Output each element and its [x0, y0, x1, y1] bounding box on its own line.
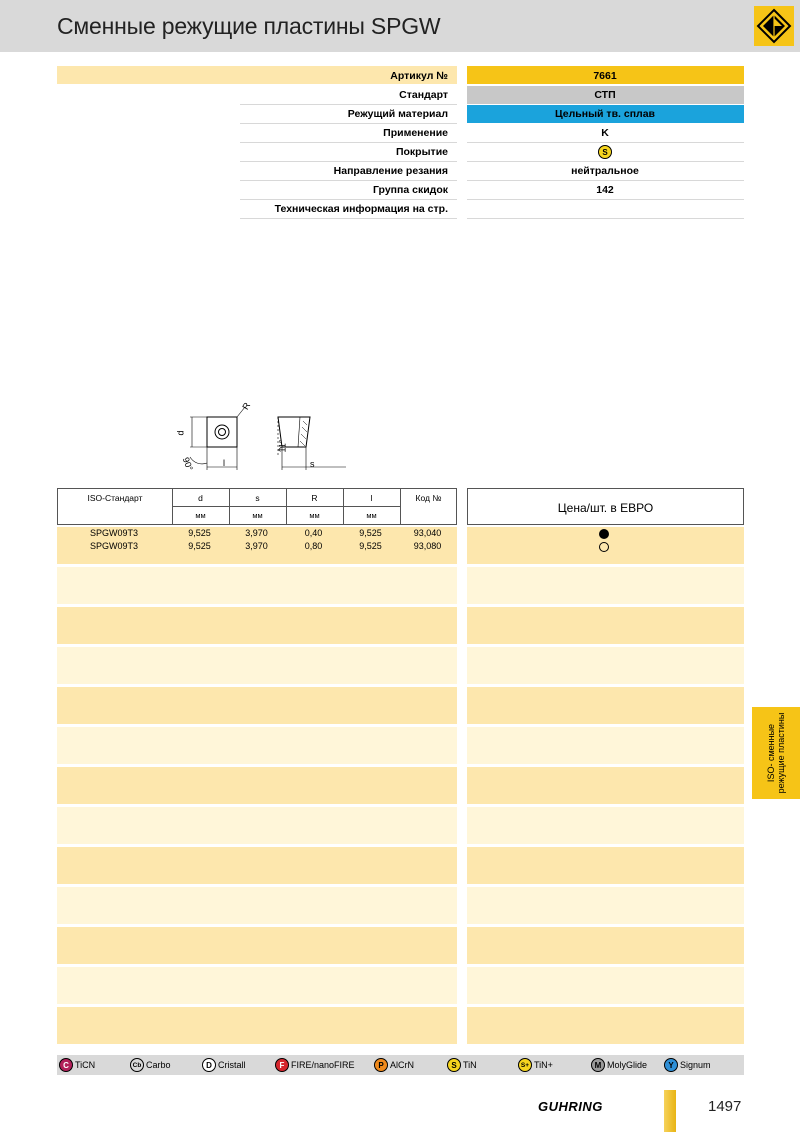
col-header-iso: ISO-Стандарт	[87, 493, 143, 503]
fire-badge-icon: F	[275, 1058, 289, 1072]
spec-value-material: Цельный тв. сплав	[554, 108, 656, 120]
cell-code: 93,080	[413, 541, 442, 551]
stock-open-icon	[599, 542, 609, 552]
alcrn-badge-icon: P	[374, 1058, 388, 1072]
footer-accent-bar	[664, 1090, 676, 1132]
section-side-tab[interactable]	[752, 707, 800, 799]
cell-iso: SPGW09T3	[89, 528, 138, 538]
page-number: 1497	[708, 1098, 742, 1115]
coating-badge	[598, 145, 612, 159]
col-unit-l: мм	[366, 511, 377, 520]
spec-label-coating: Покрытие	[395, 146, 448, 158]
price-header	[467, 488, 744, 525]
spec-label-material: Режущий материал	[347, 108, 448, 120]
coating-badge-label: S	[602, 147, 608, 157]
spec-label-cutting-direction: Направление резания	[333, 165, 448, 177]
spec-label-tech-info: Техническая информация на стр.	[274, 203, 448, 215]
guhring-logo-icon	[754, 6, 794, 46]
spec-value-application: K	[601, 127, 609, 139]
cell-l: 9,525	[359, 541, 382, 551]
insert-drawing	[170, 395, 350, 475]
cell-d: 9,525	[188, 541, 211, 551]
legend-item-cristall: D Cristall	[202, 1058, 246, 1072]
tin-plus-badge-icon: S+	[518, 1058, 532, 1072]
legend-item-tin-plus: S+ TiN+	[518, 1058, 553, 1072]
spec-value-standard: СТП	[594, 89, 616, 101]
cell-r: 0,80	[304, 541, 323, 551]
col-unit-r: мм	[309, 511, 320, 520]
col-header-s: s	[255, 493, 260, 503]
drawing-label-r: R	[240, 400, 253, 412]
spec-label-discount-group: Группа скидок	[373, 184, 448, 196]
legend-item-signum: Y Signum	[664, 1058, 711, 1072]
col-unit-d: мм	[195, 511, 206, 520]
cell-l: 9,525	[359, 528, 382, 538]
cell-s: 3,970	[245, 541, 268, 551]
price-header-label: Цена/шт. в ЕВРО	[557, 501, 654, 515]
legend-item-alcrn: P AlCrN	[374, 1058, 414, 1072]
side-tab-label: ISO- сменные режущие пластины	[765, 712, 786, 794]
legend-item-fire: F FIRE/nanoFIRE	[275, 1058, 355, 1072]
spec-value-cutting-direction: нейтральное	[571, 165, 639, 177]
cell-code: 93,040	[413, 528, 442, 538]
cell-s: 3,970	[245, 528, 268, 538]
table-header	[57, 488, 457, 525]
spec-value-article: 7661	[593, 70, 617, 82]
tin-badge-icon: S	[447, 1058, 461, 1072]
cell-r: 0,40	[304, 528, 323, 538]
spec-label-article: Артикул №	[390, 70, 448, 82]
drawing-label-l: l	[223, 458, 225, 468]
signum-badge-icon: Y	[664, 1058, 678, 1072]
col-header-code: Код №	[415, 493, 442, 503]
page-header	[0, 0, 800, 52]
col-header-l: l	[370, 493, 373, 503]
legend-item-carbo: Cb Carbo	[130, 1058, 171, 1072]
col-header-d: d	[198, 493, 203, 503]
coating-legend	[57, 1055, 744, 1075]
col-header-r: R	[311, 493, 318, 503]
stock-filled-icon	[599, 529, 609, 539]
molyglide-badge-icon: M	[591, 1058, 605, 1072]
cristall-badge-icon: D	[202, 1058, 216, 1072]
spec-label-standard: Стандарт	[399, 89, 448, 101]
spec-value-discount-group: 142	[596, 184, 614, 196]
col-unit-s: мм	[252, 511, 263, 520]
drawing-label-11: 11°	[277, 439, 288, 453]
legend-item-ticn: C TiCN	[59, 1058, 95, 1072]
drawing-label-d: d	[175, 430, 186, 436]
legend-item-tin: S TiN	[447, 1058, 477, 1072]
brand-logo: GUHRING	[538, 1099, 603, 1114]
drawing-label-90: 90°	[180, 455, 195, 473]
page-title: Сменные режущие пластины SPGW	[57, 13, 441, 39]
spec-label-application: Применение	[383, 127, 448, 139]
cell-iso: SPGW09T3	[89, 541, 138, 551]
cell-d: 9,525	[188, 528, 211, 538]
carbo-badge-icon: Cb	[130, 1058, 144, 1072]
drawing-label-s: s	[310, 459, 315, 469]
legend-item-molyglide: M MolyGlide	[591, 1058, 647, 1072]
ticn-badge-icon: C	[59, 1058, 73, 1072]
